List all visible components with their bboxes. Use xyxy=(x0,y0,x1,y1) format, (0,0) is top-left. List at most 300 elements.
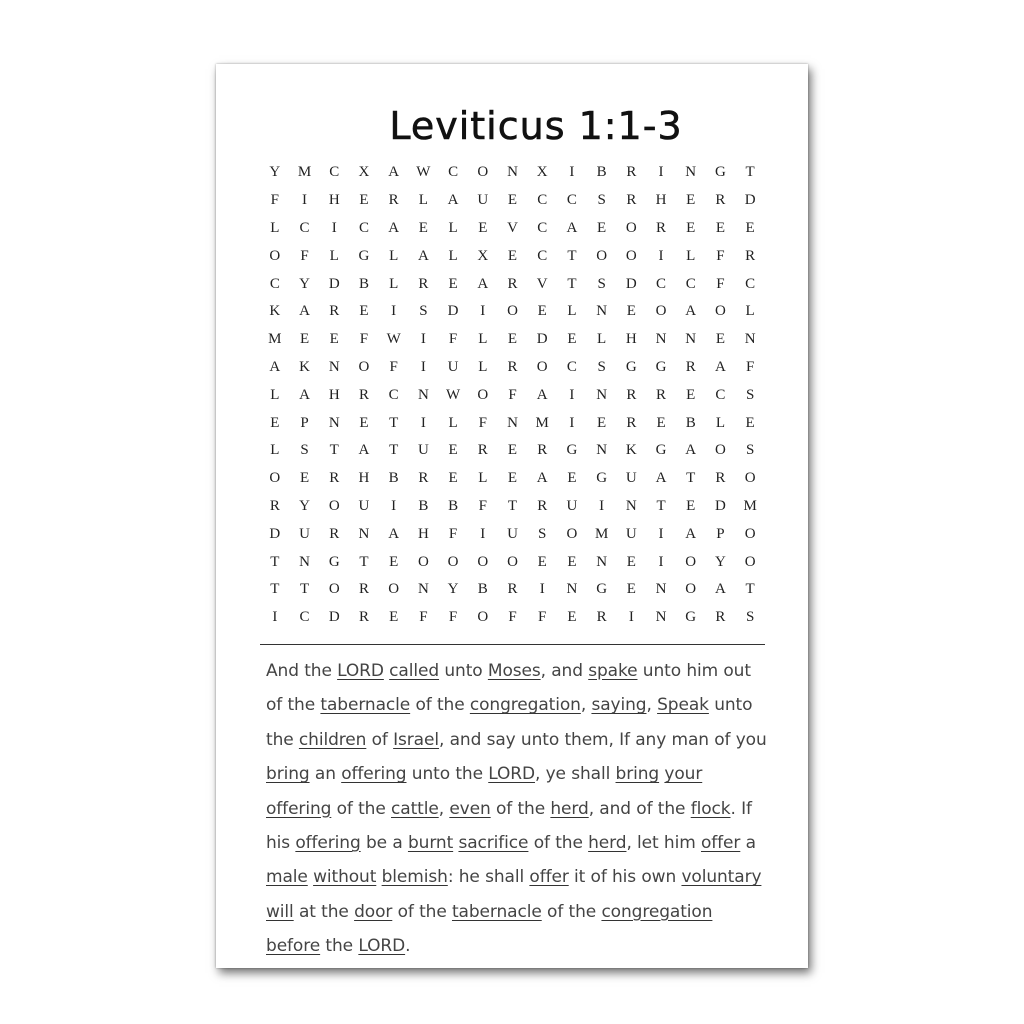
grid-letter[interactable]: F xyxy=(538,609,547,626)
grid-letter[interactable]: H xyxy=(358,470,370,487)
grid-letter[interactable]: L xyxy=(715,414,726,431)
passage-text: . xyxy=(405,936,411,957)
search-word: tabernacle xyxy=(320,695,411,716)
grid-letter[interactable]: L xyxy=(567,303,577,320)
grid-letter[interactable]: C xyxy=(329,164,340,181)
grid-letter[interactable]: O xyxy=(596,247,608,264)
grid-letter[interactable]: T xyxy=(567,247,577,264)
grid-letter[interactable]: O xyxy=(358,358,370,375)
grid-letter[interactable]: O xyxy=(507,303,518,320)
grid-letter[interactable]: O xyxy=(625,219,637,236)
grid-letter[interactable]: N xyxy=(299,553,310,570)
grid-letter[interactable]: E xyxy=(567,609,577,626)
grid-letter[interactable]: T xyxy=(686,470,696,487)
grid-letter[interactable]: U xyxy=(625,470,637,487)
grid-letter[interactable]: O xyxy=(744,525,756,542)
grid-letter[interactable]: Y xyxy=(715,553,726,570)
grid-letter[interactable]: A xyxy=(388,219,400,236)
grid-letter[interactable]: E xyxy=(270,414,280,431)
grid-letter[interactable]: O xyxy=(685,581,697,598)
grid-letter[interactable]: E xyxy=(537,553,547,570)
grid-letter[interactable]: I xyxy=(302,192,308,209)
grid-letter[interactable]: I xyxy=(569,414,575,431)
grid-letter[interactable]: T xyxy=(656,497,666,514)
grid-letter[interactable]: D xyxy=(625,275,637,292)
grid-letter[interactable]: L xyxy=(448,247,458,264)
grid-letter[interactable]: C xyxy=(715,386,726,403)
grid-letter[interactable]: E xyxy=(626,553,636,570)
grid-letter[interactable]: M xyxy=(535,414,549,431)
grid-letter[interactable]: A xyxy=(299,303,310,320)
grid-letter[interactable]: E xyxy=(507,247,518,264)
grid-letter[interactable]: T xyxy=(389,414,399,431)
grid-letter[interactable]: E xyxy=(597,219,607,236)
grid-letter[interactable]: R xyxy=(507,581,518,598)
grid-letter[interactable]: I xyxy=(480,525,486,542)
grid-letter[interactable]: E xyxy=(626,303,636,320)
grid-letter[interactable]: N xyxy=(596,553,608,570)
grid-letter[interactable]: R xyxy=(477,442,488,459)
grid-letter[interactable]: N xyxy=(328,358,340,375)
grid-letter[interactable]: G xyxy=(715,164,726,181)
grid-letter[interactable]: L xyxy=(478,331,488,348)
grid-letter[interactable]: A xyxy=(685,442,697,459)
grid-letter[interactable]: V xyxy=(536,275,548,292)
grid-letter[interactable]: W xyxy=(386,331,401,348)
grid-letter[interactable]: R xyxy=(745,247,756,264)
grid-letter[interactable]: R xyxy=(537,442,548,459)
grid-letter[interactable]: W xyxy=(416,164,431,181)
grid-letter[interactable]: T xyxy=(359,553,369,570)
grid-letter[interactable]: O xyxy=(328,581,340,598)
grid-letter[interactable]: O xyxy=(744,553,756,570)
search-word: Israel xyxy=(393,729,439,750)
grid-letter[interactable]: B xyxy=(596,164,607,181)
grid-letter[interactable]: L xyxy=(270,442,280,459)
grid-letter[interactable]: L xyxy=(448,219,458,236)
grid-letter[interactable]: O xyxy=(447,553,459,570)
grid-letter[interactable]: R xyxy=(329,303,340,320)
grid-letter[interactable]: H xyxy=(625,331,637,348)
grid-letter[interactable]: G xyxy=(655,442,667,459)
grid-letter[interactable]: R xyxy=(715,192,726,209)
grid-letter[interactable]: U xyxy=(477,192,489,209)
grid-letter[interactable]: R xyxy=(358,386,369,403)
grid-letter[interactable]: R xyxy=(507,275,518,292)
grid-letter[interactable]: E xyxy=(448,442,458,459)
grid-letter[interactable]: E xyxy=(418,219,428,236)
grid-letter[interactable]: E xyxy=(299,470,310,487)
grid-letter[interactable]: O xyxy=(417,553,429,570)
grid-letter[interactable]: U xyxy=(507,525,518,542)
grid-letter[interactable]: R xyxy=(329,470,340,487)
grid-letter[interactable]: R xyxy=(329,525,340,542)
grid-letter[interactable]: M xyxy=(268,331,282,348)
grid-letter[interactable]: R xyxy=(596,609,607,626)
grid-letter[interactable]: O xyxy=(715,303,726,320)
passage-line xyxy=(266,895,766,929)
grid-letter[interactable]: E xyxy=(686,386,696,403)
grid-letter[interactable]: E xyxy=(389,609,399,626)
grid-letter[interactable]: S xyxy=(538,525,547,542)
grid-letter[interactable]: C xyxy=(448,164,459,181)
grid-letter[interactable]: F xyxy=(745,358,755,375)
grid-letter[interactable]: C xyxy=(566,192,577,209)
grid-letter[interactable]: N xyxy=(507,414,518,431)
grid-letter[interactable]: E xyxy=(448,275,458,292)
grid-letter[interactable]: I xyxy=(480,303,486,320)
search-word: male xyxy=(266,867,308,888)
grid-letter[interactable]: O xyxy=(744,470,756,487)
grid-letter[interactable]: S xyxy=(300,442,309,459)
grid-letter[interactable]: O xyxy=(477,553,489,570)
grid-letter[interactable]: E xyxy=(567,470,577,487)
grid-letter[interactable]: A xyxy=(655,470,667,487)
grid-letter[interactable]: D xyxy=(447,303,459,320)
grid-letter[interactable]: O xyxy=(269,247,281,264)
grid-letter[interactable]: T xyxy=(270,553,280,570)
grid-letter[interactable]: X xyxy=(358,164,370,181)
grid-letter[interactable]: G xyxy=(596,470,608,487)
grid-letter[interactable]: T xyxy=(329,442,339,459)
grid-letter[interactable]: R xyxy=(626,192,637,209)
grid-letter[interactable]: N xyxy=(685,164,697,181)
grid-letter[interactable]: R xyxy=(418,470,429,487)
grid-letter[interactable]: A xyxy=(269,358,281,375)
grid-letter[interactable]: I xyxy=(331,219,337,236)
grid-letter[interactable]: O xyxy=(388,581,400,598)
grid-letter[interactable]: H xyxy=(417,525,429,542)
grid-letter[interactable]: D xyxy=(715,497,726,514)
grid-letter[interactable]: O xyxy=(477,164,489,181)
grid-letter[interactable]: N xyxy=(655,581,667,598)
grid-letter[interactable]: E xyxy=(686,497,696,514)
grid-letter[interactable]: C xyxy=(299,219,310,236)
grid-letter[interactable]: I xyxy=(628,609,634,626)
grid-letter[interactable]: A xyxy=(388,525,400,542)
grid-letter[interactable]: D xyxy=(328,275,340,292)
grid-letter[interactable]: O xyxy=(507,553,518,570)
grid-letter[interactable]: O xyxy=(477,609,489,626)
grid-letter[interactable]: A xyxy=(715,581,726,598)
grid-letter[interactable]: C xyxy=(299,609,310,626)
grid-letter[interactable]: E xyxy=(359,192,369,209)
grid-letter[interactable]: A xyxy=(685,525,697,542)
grid-letter[interactable]: N xyxy=(507,164,518,181)
grid-letter[interactable]: A xyxy=(566,219,578,236)
grid-letter[interactable]: C xyxy=(537,192,548,209)
grid-letter[interactable]: R xyxy=(656,219,667,236)
grid-letter[interactable]: G xyxy=(655,358,667,375)
grid-letter[interactable]: I xyxy=(658,247,664,264)
grid-letter[interactable]: M xyxy=(297,164,312,181)
grid-letter[interactable]: L xyxy=(418,192,428,209)
grid-letter[interactable]: S xyxy=(597,192,606,209)
grid-letter[interactable]: T xyxy=(567,275,577,292)
grid-letter[interactable]: E xyxy=(478,219,488,236)
grid-letter[interactable]: X xyxy=(536,164,548,181)
grid-letter[interactable]: L xyxy=(329,247,339,264)
grid-letter[interactable]: S xyxy=(745,442,755,459)
grid-letter[interactable]: S xyxy=(597,275,606,292)
grid-letter[interactable]: F xyxy=(716,247,725,264)
passage-text: the xyxy=(320,936,359,957)
grid-letter[interactable]: E xyxy=(567,553,577,570)
grid-letter[interactable]: P xyxy=(300,414,309,431)
grid-letter[interactable]: R xyxy=(507,358,518,375)
grid-letter[interactable]: N xyxy=(655,609,667,626)
search-word: sacrifice xyxy=(458,833,529,854)
grid-letter[interactable]: R xyxy=(626,414,637,431)
grid-letter[interactable]: I xyxy=(539,581,545,598)
grid-letter[interactable]: E xyxy=(686,219,696,236)
grid-letter[interactable]: E xyxy=(507,331,518,348)
grid-letter[interactable]: F xyxy=(359,331,369,348)
grid-letter[interactable]: C xyxy=(537,219,548,236)
grid-letter[interactable]: F xyxy=(478,414,487,431)
grid-letter[interactable]: R xyxy=(715,470,726,487)
passage-text: be a xyxy=(360,833,408,854)
grid-letter[interactable]: N xyxy=(566,581,578,598)
grid-letter[interactable]: I xyxy=(569,386,575,403)
grid-letter[interactable]: R xyxy=(269,497,280,514)
grid-letter[interactable]: F xyxy=(448,331,458,348)
grid-letter[interactable]: I xyxy=(658,164,664,181)
grid-letter[interactable]: F xyxy=(716,275,725,292)
grid-letter[interactable]: L xyxy=(448,414,458,431)
grid-letter[interactable]: C xyxy=(537,247,548,264)
grid-letter[interactable]: R xyxy=(626,164,637,181)
grid-letter[interactable]: O xyxy=(715,442,726,459)
grid-letter[interactable]: N xyxy=(596,386,608,403)
grid-letter[interactable]: A xyxy=(536,386,548,403)
grid-letter[interactable]: F xyxy=(419,609,428,626)
grid-letter[interactable]: R xyxy=(626,386,637,403)
grid-letter[interactable]: T xyxy=(270,581,280,598)
grid-letter[interactable]: M xyxy=(743,497,757,514)
grid-letter[interactable]: F xyxy=(448,525,458,542)
grid-letter[interactable]: E xyxy=(715,219,726,236)
grid-letter[interactable]: L xyxy=(745,303,755,320)
grid-letter[interactable]: C xyxy=(685,275,696,292)
grid-letter[interactable]: I xyxy=(420,414,426,431)
grid-letter[interactable]: A xyxy=(536,470,548,487)
grid-letter[interactable]: E xyxy=(597,414,607,431)
grid-letter[interactable]: E xyxy=(686,192,696,209)
grid-letter[interactable]: S xyxy=(745,609,755,626)
grid-letter[interactable]: F xyxy=(300,247,309,264)
grid-letter[interactable]: E xyxy=(745,414,755,431)
grid-letter[interactable]: C xyxy=(388,386,399,403)
grid-letter[interactable]: L xyxy=(389,275,399,292)
grid-letter[interactable]: S xyxy=(745,386,755,403)
grid-letter[interactable]: A xyxy=(417,247,429,264)
grid-letter[interactable]: C xyxy=(566,358,577,375)
grid-letter[interactable]: R xyxy=(656,386,667,403)
grid-letter[interactable]: N xyxy=(685,331,697,348)
grid-letter[interactable]: U xyxy=(417,442,429,459)
grid-letter[interactable]: B xyxy=(358,275,369,292)
grid-letter[interactable]: L xyxy=(686,247,696,264)
grid-letter[interactable]: K xyxy=(269,303,281,320)
grid-letter[interactable]: C xyxy=(269,275,280,292)
grid-letter[interactable]: O xyxy=(566,525,578,542)
grid-letter[interactable]: R xyxy=(358,581,369,598)
grid-letter[interactable]: U xyxy=(566,497,578,514)
grid-letter[interactable]: M xyxy=(594,525,609,542)
grid-letter[interactable]: F xyxy=(508,609,517,626)
grid-letter[interactable]: S xyxy=(597,358,606,375)
grid-letter[interactable]: R xyxy=(418,275,429,292)
grid-letter[interactable]: O xyxy=(536,358,548,375)
grid-letter[interactable]: T xyxy=(745,581,755,598)
grid-letter[interactable]: L xyxy=(270,386,280,403)
grid-letter[interactable]: P xyxy=(716,525,725,542)
grid-letter[interactable]: F xyxy=(478,497,487,514)
grid-letter[interactable]: U xyxy=(447,358,459,375)
grid-letter[interactable]: L xyxy=(270,219,280,236)
grid-letter[interactable]: D xyxy=(328,609,340,626)
grid-letter[interactable]: Y xyxy=(269,164,281,181)
grid-letter[interactable]: H xyxy=(328,192,340,209)
grid-letter[interactable]: X xyxy=(477,247,489,264)
grid-letter[interactable]: R xyxy=(358,609,369,626)
grid-letter[interactable]: K xyxy=(625,442,637,459)
grid-letter[interactable]: E xyxy=(389,553,399,570)
grid-letter[interactable]: E xyxy=(507,470,518,487)
grid-letter[interactable]: E xyxy=(299,331,310,348)
grid-letter[interactable]: E xyxy=(715,331,726,348)
grid-letter[interactable]: D xyxy=(269,525,281,542)
grid-letter[interactable]: I xyxy=(658,553,664,570)
grid-letter[interactable]: B xyxy=(477,581,488,598)
passage-line xyxy=(266,654,766,688)
grid-letter[interactable]: F xyxy=(508,386,517,403)
grid-letter[interactable]: K xyxy=(299,358,310,375)
grid-letter[interactable]: L xyxy=(389,247,399,264)
grid-letter[interactable]: A xyxy=(477,275,489,292)
grid-letter[interactable]: Y xyxy=(447,581,459,598)
grid-letter[interactable]: O xyxy=(685,553,697,570)
grid-letter[interactable]: B xyxy=(448,497,459,514)
grid-letter[interactable]: R xyxy=(388,192,399,209)
grid-letter[interactable]: W xyxy=(446,386,461,403)
grid-letter[interactable]: N xyxy=(625,497,637,514)
grid-letter[interactable]: R xyxy=(537,497,548,514)
grid-letter[interactable]: D xyxy=(744,192,756,209)
grid-letter[interactable]: B xyxy=(685,414,696,431)
grid-letter[interactable]: G xyxy=(685,609,697,626)
grid-letter[interactable]: T xyxy=(745,164,755,181)
grid-letter[interactable]: T xyxy=(299,581,310,598)
grid-letter[interactable]: U xyxy=(358,497,370,514)
grid-letter[interactable]: C xyxy=(745,275,756,292)
grid-letter[interactable]: H xyxy=(328,386,340,403)
grid-letter[interactable]: A xyxy=(388,164,400,181)
grid-letter[interactable]: E xyxy=(329,331,339,348)
grid-letter[interactable]: H xyxy=(655,192,667,209)
grid-letter[interactable]: E xyxy=(656,414,666,431)
grid-letter[interactable]: B xyxy=(388,470,399,487)
grid-letter[interactable]: N xyxy=(744,331,756,348)
grid-letter[interactable]: F xyxy=(270,192,280,209)
grid-letter[interactable]: C xyxy=(656,275,667,292)
grid-letter[interactable]: C xyxy=(358,219,369,236)
grid-letter[interactable]: I xyxy=(599,497,605,514)
grid-letter[interactable]: O xyxy=(477,386,489,403)
grid-letter[interactable]: U xyxy=(299,525,310,542)
grid-letter[interactable]: R xyxy=(715,609,726,626)
grid-letter[interactable]: A xyxy=(447,192,459,209)
grid-letter[interactable]: N xyxy=(655,331,667,348)
grid-letter[interactable]: N xyxy=(596,442,608,459)
grid-letter[interactable]: B xyxy=(418,497,429,514)
grid-letter[interactable]: T xyxy=(389,442,399,459)
grid-letter[interactable]: E xyxy=(448,470,458,487)
grid-letter[interactable]: I xyxy=(272,609,278,626)
grid-letter[interactable]: A xyxy=(299,386,310,403)
grid-letter[interactable]: D xyxy=(536,331,548,348)
grid-letter[interactable]: N xyxy=(417,581,429,598)
grid-letter[interactable]: G xyxy=(358,247,370,264)
grid-letter[interactable]: E xyxy=(507,442,518,459)
grid-letter[interactable]: G xyxy=(566,442,578,459)
grid-letter[interactable]: E xyxy=(359,303,369,320)
grid-letter[interactable]: E xyxy=(745,219,755,236)
grid-letter[interactable]: G xyxy=(596,581,608,598)
grid-letter[interactable]: N xyxy=(358,525,370,542)
grid-letter[interactable]: N xyxy=(596,303,608,320)
grid-letter[interactable]: U xyxy=(625,525,637,542)
grid-letter[interactable]: S xyxy=(419,303,428,320)
grid-letter[interactable]: L xyxy=(478,358,488,375)
grid-letter[interactable]: L xyxy=(478,470,488,487)
grid-letter[interactable]: R xyxy=(685,358,696,375)
grid-letter[interactable]: N xyxy=(328,414,340,431)
grid-letter[interactable]: E xyxy=(626,581,636,598)
grid-letter[interactable]: I xyxy=(569,164,575,181)
grid-letter[interactable]: A xyxy=(358,442,370,459)
grid-letter[interactable]: E xyxy=(359,414,369,431)
grid-letter[interactable]: I xyxy=(391,497,397,514)
grid-letter[interactable]: I xyxy=(420,331,426,348)
grid-letter[interactable]: I xyxy=(420,358,426,375)
grid-letter[interactable]: F xyxy=(448,609,458,626)
grid-letter[interactable]: I xyxy=(658,525,664,542)
grid-letter[interactable]: F xyxy=(389,358,398,375)
grid-letter[interactable]: A xyxy=(715,358,726,375)
grid-letter[interactable]: T xyxy=(507,497,518,514)
grid-letter[interactable]: I xyxy=(391,303,397,320)
grid-letter[interactable]: G xyxy=(328,553,340,570)
grid-letter[interactable]: N xyxy=(417,386,429,403)
passage-line xyxy=(266,826,766,860)
grid-letter[interactable]: Y xyxy=(299,497,310,514)
grid-letter[interactable]: O xyxy=(655,303,667,320)
search-word: will xyxy=(266,901,294,922)
grid-letter[interactable]: A xyxy=(685,303,697,320)
grid-letter[interactable]: G xyxy=(625,358,637,375)
grid-letter[interactable]: V xyxy=(507,219,518,236)
grid-letter[interactable]: L xyxy=(597,331,607,348)
grid-letter[interactable]: E xyxy=(567,331,577,348)
grid-letter[interactable]: E xyxy=(507,192,518,209)
grid-letter[interactable]: O xyxy=(269,470,281,487)
grid-letter[interactable]: E xyxy=(537,303,547,320)
grid-letter[interactable]: O xyxy=(625,247,637,264)
grid-letter[interactable]: O xyxy=(328,497,340,514)
grid-letter[interactable]: Y xyxy=(299,275,310,292)
